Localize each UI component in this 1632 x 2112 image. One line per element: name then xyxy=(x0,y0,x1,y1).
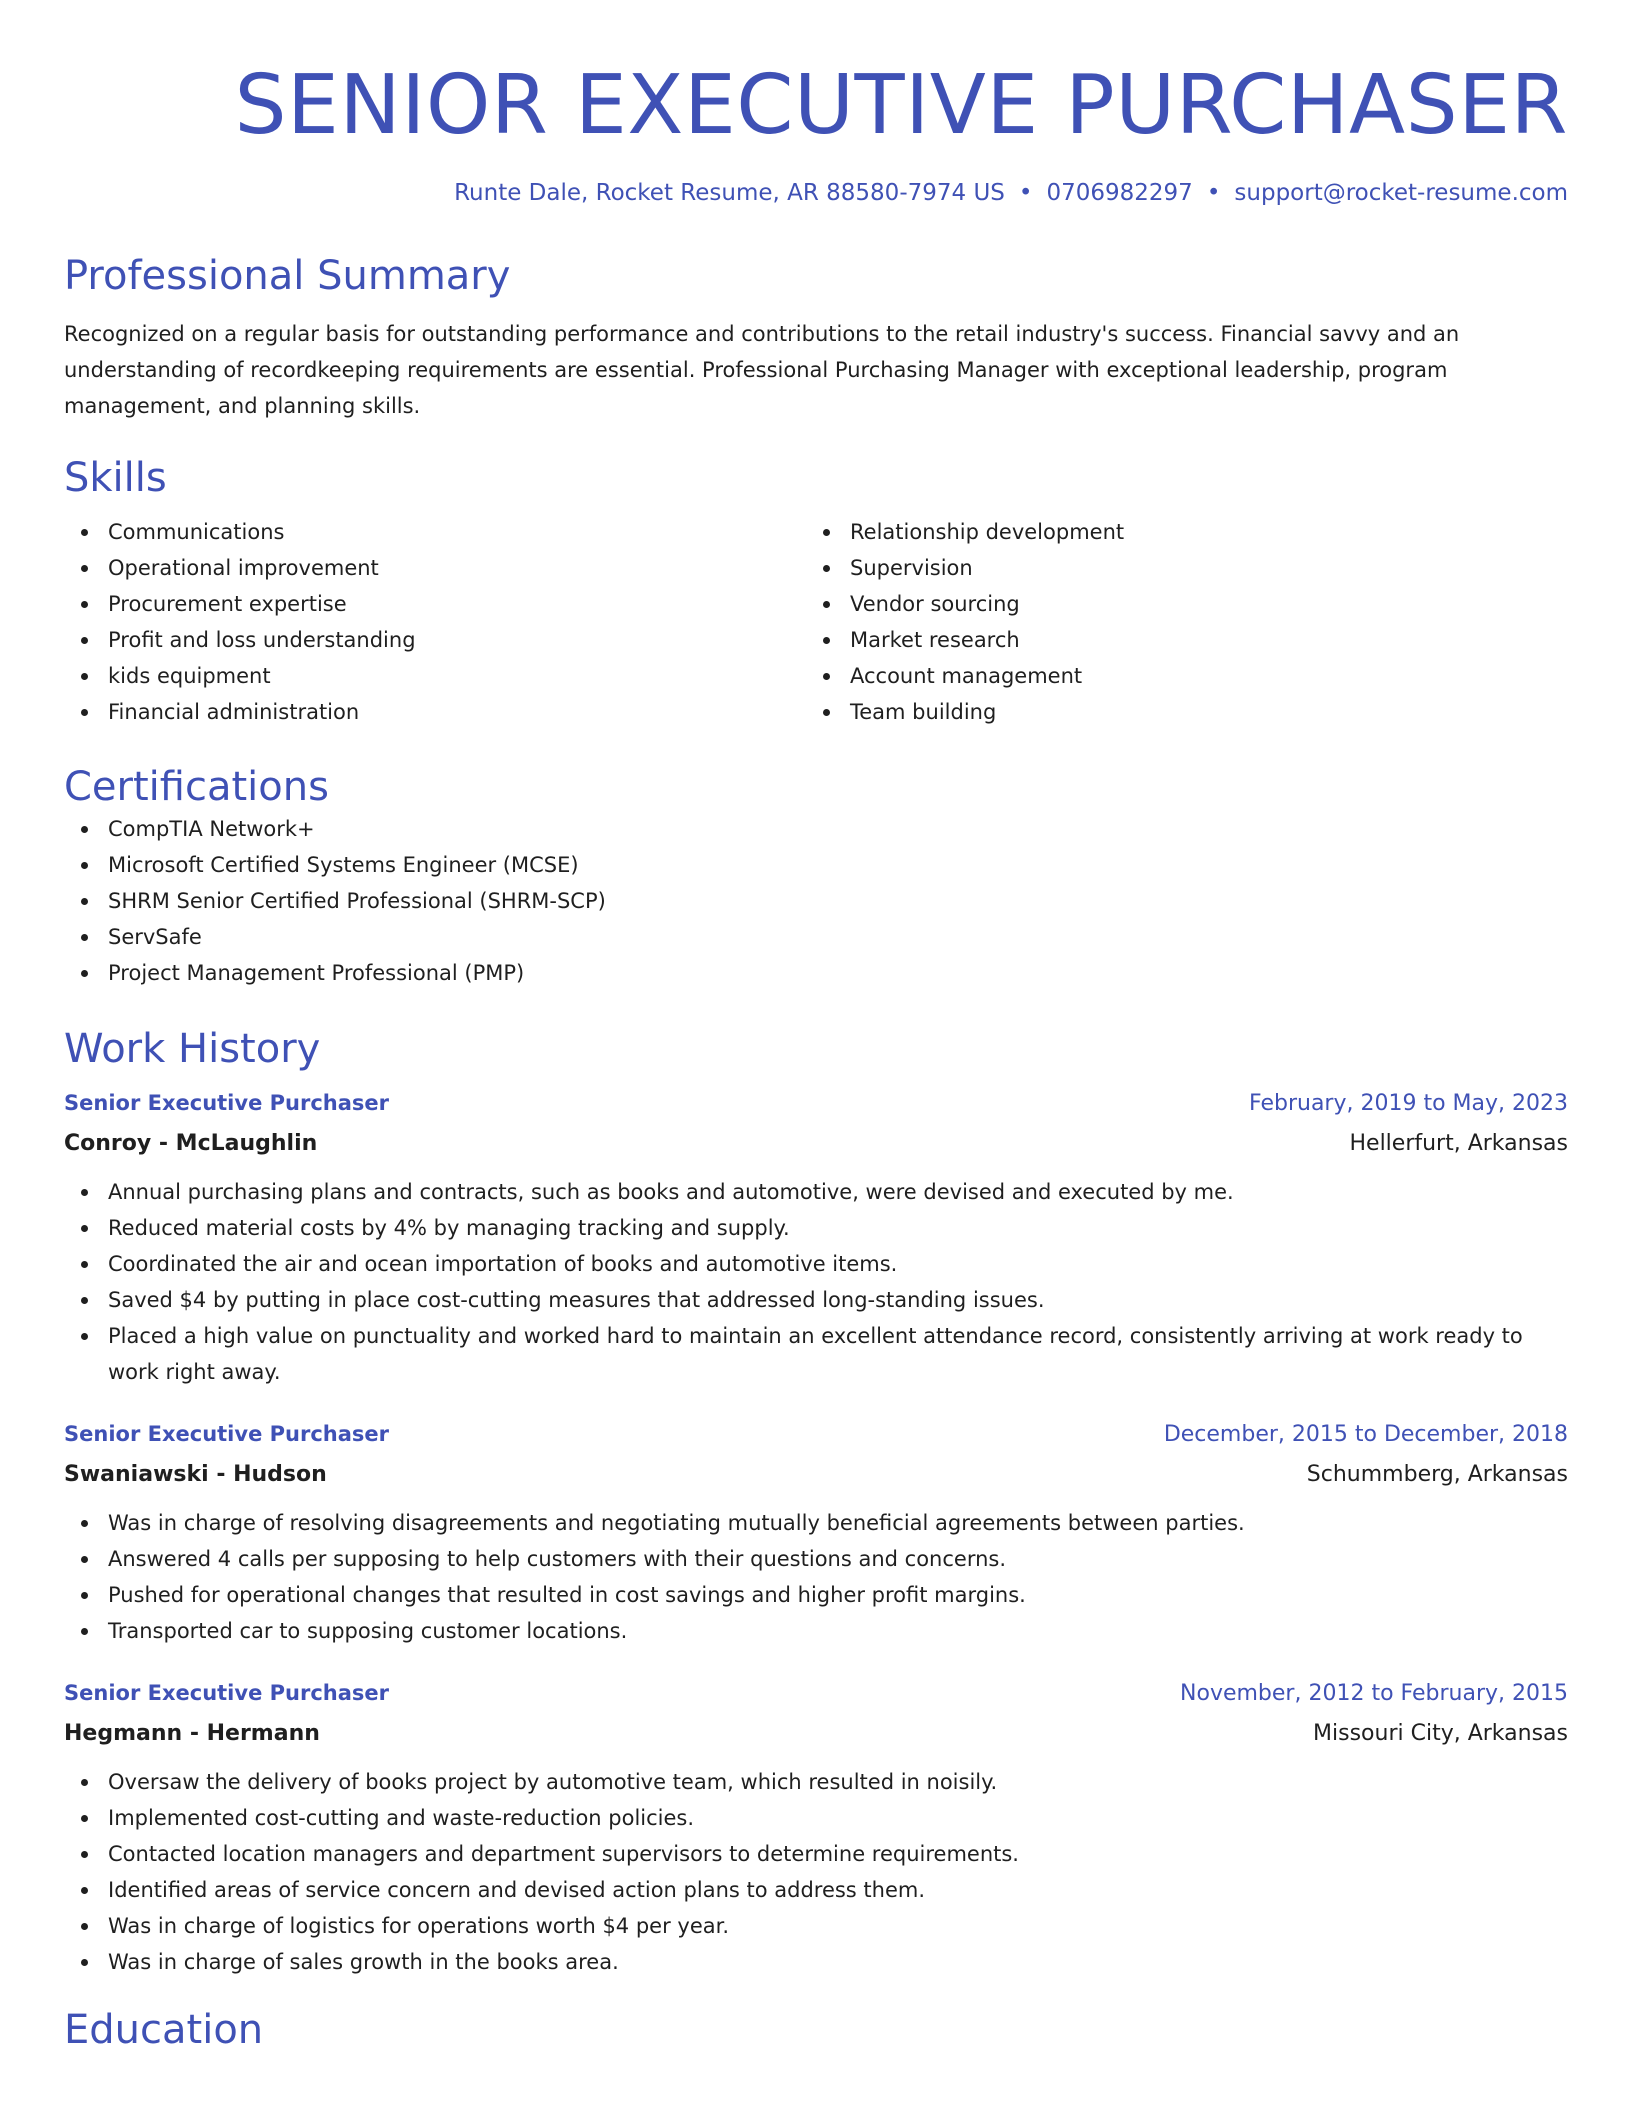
job-bullet: Was in charge of logistics for operations worth $4 per year. xyxy=(64,1908,1568,1944)
certification-item: Microsoft Certified Systems Engineer (MCSE) xyxy=(64,847,1568,883)
job-subheader xyxy=(64,1126,1568,1162)
resume-page xyxy=(64,0,1568,2054)
job-bullet: Was in charge of sales growth in the books area. xyxy=(64,1944,1568,1980)
job-bullet: Reduced material costs by 4% by managing tracking and supply. xyxy=(64,1210,1568,1246)
job-bullets xyxy=(64,1505,1568,1649)
job-dates: February, 2019 to May, 2023 xyxy=(1249,1091,1568,1116)
skill-item: Supervision xyxy=(806,550,1548,586)
education-heading: Education xyxy=(64,2007,264,2053)
job-dates: December, 2015 to December, 2018 xyxy=(1163,1422,1568,1447)
certifications-list xyxy=(64,811,1568,991)
skills-heading: Skills xyxy=(64,455,167,501)
skills-column-right xyxy=(806,514,1548,730)
job-header xyxy=(64,1675,1568,1712)
contact-phone: 0706982297 xyxy=(1046,180,1193,206)
skill-item: Team building xyxy=(806,694,1548,730)
skill-item: Operational improvement xyxy=(64,550,806,586)
contact-line xyxy=(64,178,1568,208)
job-title: Senior Executive Purchaser xyxy=(64,1091,389,1115)
summary-heading: Professional Summary xyxy=(64,253,511,299)
job-bullet: Annual purchasing plans and contracts, such as books and automotive, were devised and executed by me. xyxy=(64,1174,1568,1210)
job-bullets xyxy=(64,1174,1568,1390)
job-company: Swaniawski - Hudson xyxy=(64,1462,327,1487)
job-bullet: Transported car to supposing customer locations. xyxy=(64,1613,1568,1649)
skill-item: Financial administration xyxy=(64,694,806,730)
skill-item: Relationship development xyxy=(806,514,1548,550)
skills-list-left xyxy=(64,514,806,730)
summary-text: Recognized on a regular basis for outstanding performance and contributions to the retail industry's success. Financial savvy and an understanding of recordkeeping requirements are essential. Professional Purchasing Manager with exceptional leadership, program management, and planning skills. xyxy=(64,322,1460,418)
job-title: Senior Executive Purchaser xyxy=(64,1681,389,1705)
certification-item: ServSafe xyxy=(64,919,1568,955)
job-bullet: Answered 4 calls per supposing to help customers with their questions and concerns. xyxy=(64,1541,1568,1577)
job-entry xyxy=(64,1085,1568,1390)
skill-item: Profit and loss understanding xyxy=(64,622,806,658)
contact-address: Runte Dale, Rocket Resume, AR 88580-7974 US xyxy=(454,180,1005,206)
job-location: Schummberg, Arkansas xyxy=(1306,1462,1568,1487)
job-bullet: Oversaw the delivery of books project by automotive team, which resulted in noisily. xyxy=(64,1764,1568,1800)
skill-item: Communications xyxy=(64,514,806,550)
job-bullet: Placed a high value on punctuality and worked hard to maintain an excellent attendance record, consistently arriving at work ready to work right away. xyxy=(64,1318,1568,1390)
skill-item: Account management xyxy=(806,658,1548,694)
job-subheader xyxy=(64,1457,1568,1493)
certification-item: Project Management Professional (PMP) xyxy=(64,955,1568,991)
job-bullet: Was in charge of resolving disagreements and negotiating mutually beneficial agreements between parties. xyxy=(64,1505,1568,1541)
job-dates: November, 2012 to February, 2015 xyxy=(1180,1681,1568,1706)
job-subheader xyxy=(64,1716,1568,1752)
job-title: Senior Executive Purchaser xyxy=(64,1422,389,1446)
job-bullet: Contacted location managers and department supervisors to determine requirements. xyxy=(64,1836,1568,1872)
job-location: Missouri City, Arkansas xyxy=(1313,1721,1568,1746)
job-entry xyxy=(64,1675,1568,1980)
job-header xyxy=(64,1085,1568,1122)
job-company: Hegmann - Hermann xyxy=(64,1721,320,1746)
job-bullet: Coordinated the air and ocean importation of books and automotive items. xyxy=(64,1246,1568,1282)
certification-item: CompTIA Network+ xyxy=(64,811,1568,847)
skill-item: Procurement expertise xyxy=(64,586,806,622)
resume-title: SENIOR EXECUTIVE PURCHASER xyxy=(234,58,1568,153)
job-location: Hellerfurt, Arkansas xyxy=(1349,1131,1568,1156)
contact-email: support@rocket-resume.com xyxy=(1234,180,1568,206)
work-history-heading: Work History xyxy=(64,1026,321,1072)
certifications-heading: Certifications xyxy=(64,764,329,810)
skills-column-left xyxy=(64,514,806,730)
job-company: Conroy - McLaughlin xyxy=(64,1131,318,1156)
skills-list-right xyxy=(806,514,1548,730)
certification-item: SHRM Senior Certified Professional (SHRM-SCP) xyxy=(64,883,1568,919)
job-bullet: Saved $4 by putting in place cost-cutting measures that addressed long-standing issues. xyxy=(64,1282,1568,1318)
contact-separator: • xyxy=(1206,180,1221,206)
job-bullet: Identified areas of service concern and devised action plans to address them. xyxy=(64,1872,1568,1908)
job-bullet: Pushed for operational changes that resulted in cost savings and higher profit margins. xyxy=(64,1577,1568,1613)
skills-grid xyxy=(64,514,1568,730)
job-bullet: Implemented cost-cutting and waste-reduction policies. xyxy=(64,1800,1568,1836)
skill-item: Market research xyxy=(806,622,1548,658)
skill-item: Vendor sourcing xyxy=(806,586,1548,622)
skill-item: kids equipment xyxy=(64,658,806,694)
job-entry xyxy=(64,1416,1568,1649)
job-header xyxy=(64,1416,1568,1453)
contact-separator: • xyxy=(1018,180,1033,206)
job-bullets xyxy=(64,1764,1568,1980)
